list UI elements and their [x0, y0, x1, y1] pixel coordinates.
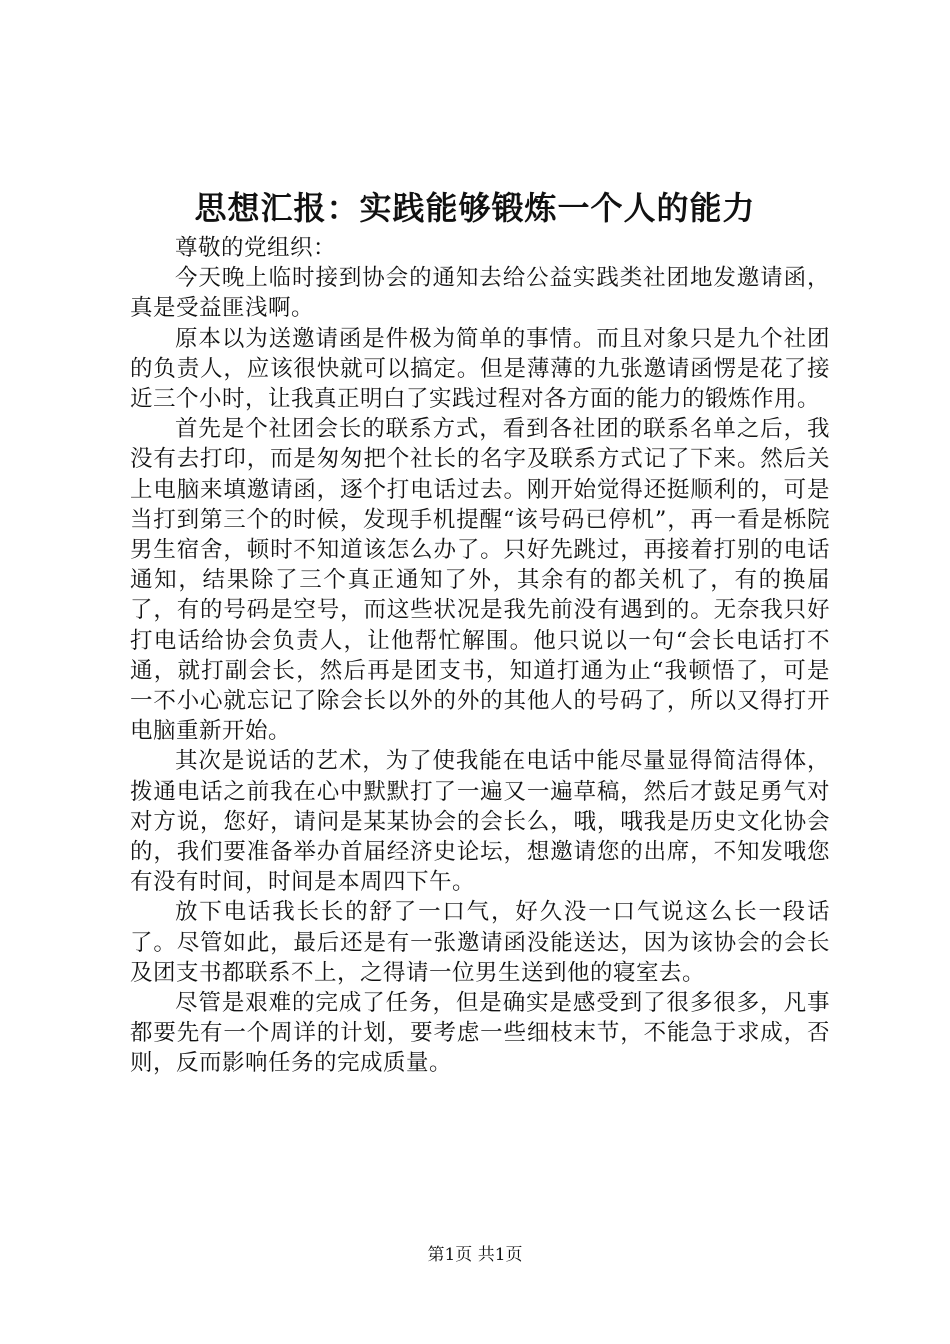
paragraph-1: 今天晚上临时接到协会的通知去给公益实践类社团地发邀请函，真是受益匪浅啊。 [130, 265, 830, 322]
paragraph-2: 原本以为送邀请函是件极为简单的事情。而且对象只是九个社团的负责人，应该很快就可以搞定。但是薄薄的九张邀请函愣是花了接近三个小时，让我真正明白了实践过程对各方面的能力的锻炼作用。 [130, 325, 830, 413]
paragraph-4: 其次是说话的艺术，为了使我能在电话中能尽量显得简洁得体，拨通电话之前我在心中默默打了一遍又一遍草稿，然后才鼓足勇气对对方说，您好，请问是某某协会的会长么，哦，哦我是历史文化协会的，我们要准备举办首届经济史论坛，想邀请您的出席，不知发哦您有没有时间，时间是本周四下午。 [130, 748, 830, 896]
document-title: 思想汇报：实践能够锻炼一个人的能力 [194, 189, 756, 227]
paragraph-3: 首先是个社团会长的联系方式，看到各社团的联系名单之后，我没有去打印，而是匆匆把个社长的名字及联系方式记了下来。然后关上电脑来填邀请函，逐个打电话过去。刚开始觉得还挺顺利的，可是当打到第三个的时候，发现手机提醒“该号码已停机”，再一看是栎院男生宿舍，顿时不知道该怎么办了。只好先跳过，再接着打别的电话通知，结果除了三个真正通知了外，其余有的都关机了，有的换届了，有的号码是空号，而这些状况是我先前没有遇到的。无奈我只好打电话给协会负责人，让他帮忙解围。他只说以一句“会长电话打不通，就打副会长，然后再是团支书，知道打通为止“我顿悟了，可是一不小心就忘记了除会长以外的外的其他人的号码了，所以又得打开电脑重新开始。 [130, 416, 830, 745]
salutation: 尊敬的党组织： [175, 235, 337, 261]
paragraph-6: 尽管是艰难的完成了任务，但是确实是感受到了很多很多，凡事都要先有一个周详的计划，要考虑一些细枝末节，不能急于求成，否则，反而影响任务的完成质量。 [130, 990, 830, 1077]
document-body [130, 233, 830, 1079]
page-footer: 第1页 共1页 [427, 1245, 523, 1265]
paragraph-5: 放下电话我长长的舒了一口气，好久没一口气说这么长一段话了。尽管如此，最后还是有一张邀请函没能送达，因为该协会的会长及团支书都联系不上，之得请一位男生送到他的寝室去。 [130, 899, 830, 986]
